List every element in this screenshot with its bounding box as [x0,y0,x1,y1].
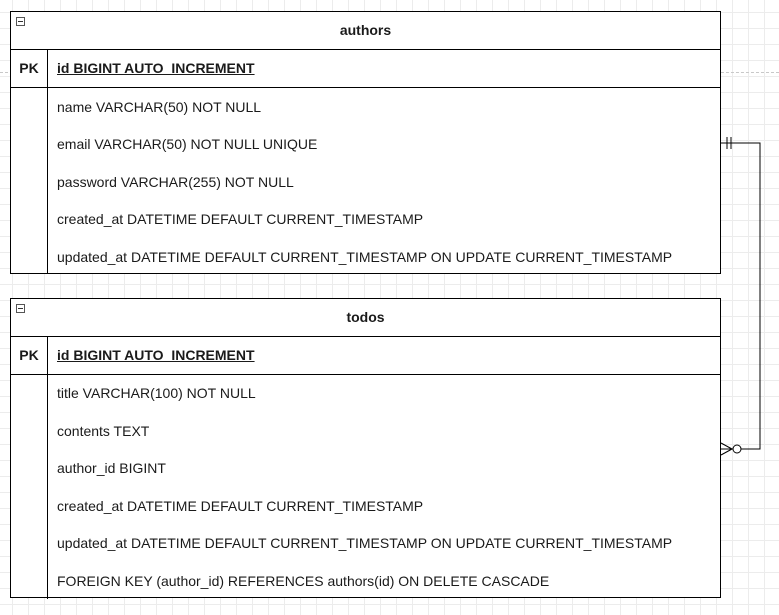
column-divider [47,337,48,374]
field-row[interactable]: author_id BIGINT [57,460,166,476]
connector-line[interactable] [721,143,760,449]
field-row[interactable]: created_at DATETIME DEFAULT CURRENT_TIMESTAMP [57,498,424,514]
column-divider [47,50,48,87]
entity-header[interactable] [11,299,720,337]
primary-key-row[interactable] [11,50,720,88]
field-row[interactable]: contents TEXT [57,423,150,439]
field-row[interactable]: updated_at DATETIME DEFAULT CURRENT_TIMESTAMP ON UPDATE CURRENT_TIMESTAMP [57,249,673,265]
pk-label: PK [19,60,39,76]
column-divider [47,375,48,599]
column-divider [47,88,48,274]
entity-header[interactable] [11,12,720,50]
entity-todos[interactable] [10,298,721,598]
pk-field: id BIGINT AUTO_INCREMENT [57,60,255,76]
field-row[interactable]: password VARCHAR(255) NOT NULL [57,174,294,190]
field-list [11,88,720,274]
collapse-icon[interactable] [16,17,25,26]
zero-or-many-icon [721,443,741,455]
collapse-icon[interactable] [16,304,25,313]
entity-title: authors [339,22,392,38]
field-row[interactable]: title VARCHAR(100) NOT NULL [57,385,256,401]
field-row[interactable]: name VARCHAR(50) NOT NULL [57,99,262,115]
field-row[interactable]: updated_at DATETIME DEFAULT CURRENT_TIMESTAMP ON UPDATE CURRENT_TIMESTAMP [57,535,673,551]
entity-authors[interactable] [10,11,721,274]
pk-field: id BIGINT AUTO_INCREMENT [57,347,255,363]
field-list [11,375,720,599]
field-row[interactable]: email VARCHAR(50) NOT NULL UNIQUE [57,136,318,152]
primary-key-row[interactable] [11,337,720,375]
pk-label: PK [19,347,39,363]
one-and-only-one-icon [727,137,731,149]
entity-title: todos [346,309,385,325]
field-row[interactable]: created_at DATETIME DEFAULT CURRENT_TIMESTAMP [57,211,424,227]
field-row[interactable]: FOREIGN KEY (author_id) REFERENCES authors(id) ON DELETE CASCADE [57,573,550,589]
